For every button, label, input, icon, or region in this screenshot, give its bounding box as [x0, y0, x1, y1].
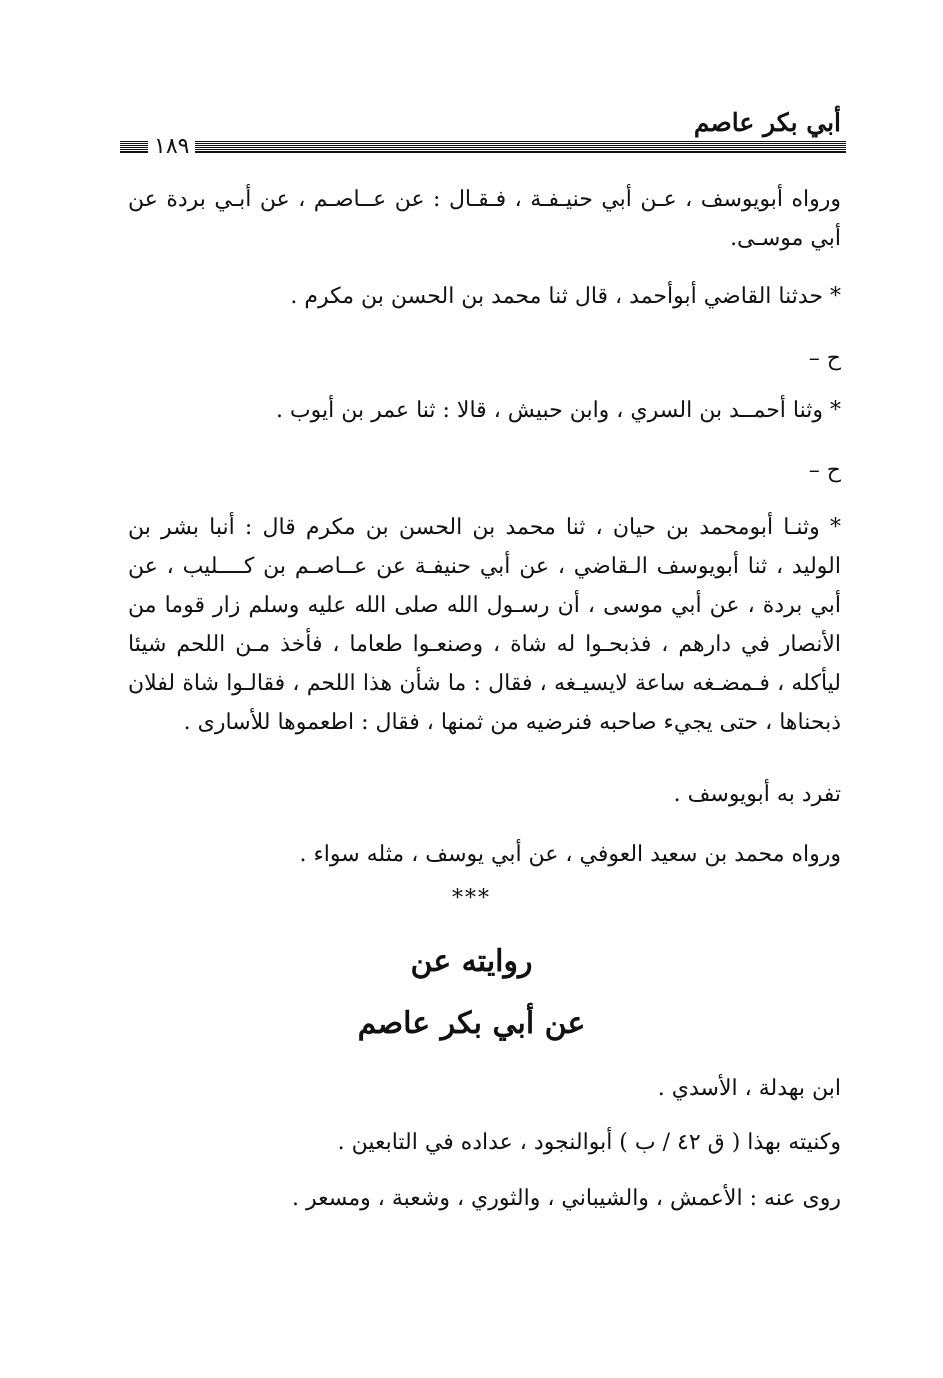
paragraph-2: * حدثنا القاضي أبوأحمد ، قال ثنا محمد بن الحسن بن مكرم .: [290, 284, 841, 309]
paragraph-5: تفرد به أبويوسف .: [673, 782, 841, 807]
section-heading-2: عن أبي بكر عاصم: [357, 1006, 586, 1041]
header-rule: [120, 134, 846, 159]
hadith-marker-1: ح –: [808, 346, 841, 371]
rule-right: [195, 141, 846, 153]
paragraph-8: وكنيته بهذا ( ق ٤٢ / ب ) أبوالنجود ، عداده في التابعين .: [337, 1130, 841, 1155]
running-title: أبي بكر عاصم: [693, 108, 841, 137]
rule-left: [120, 141, 148, 153]
paragraph-1: ورواه أبويوسف ، عـن أبي حنيـفـة ، فـقـال : عن عــاصـم ، عن أبـي بردة عن أبي موسـى.: [128, 187, 841, 251]
paragraph-4: * وثنـا أبومحمد بن حيان ، ثنا محمد بن الحسن بن مكرم قال : أنبا بشر بن الوليد ، ثنا أبويوسف الـقاضي ، عن أبي حنيفـة عن عــاصـم بن كــــليب ، عن أبي بردة ، عن أبي موسى ، أن رسـول الله صلى الله عليه وسلم زار قوما من الأنصار في دارهم ، فذبحـوا له شاة ، وصنعـوا طعاما ، فأخذ مـن اللحم شيئا ليأكله ، فـمضـغه ساعة لايسيـغه ، فقال : ما شأن هذا اللحم ، فقالـوا شاة لفلان ذبحناها ، حتى يجيء صاحبه فنرضيه من ثمنها ، فقال : اطعموها للأسارى .: [128, 515, 841, 735]
paragraph-6: ورواه محمد بن سعيد العوفي ، عن أبي يوسف ، مثله سواء .: [299, 842, 841, 867]
paragraph-7: ابن بهدلة ، الأسدي .: [657, 1076, 841, 1101]
hadith-marker-2: ح –: [808, 458, 841, 483]
paragraph-9: روى عنه : الأعمش ، والشيباني ، والثوري ، وشعبة ، ومسعر .: [292, 1186, 841, 1211]
paragraph-3: * وثنا أحمــد بن السري ، وابن حبيش ، قالا : ثنا عمر بن أيوب .: [275, 398, 841, 423]
section-heading-1: روايته عن: [410, 944, 533, 979]
page-number: ١٨٩: [154, 134, 190, 159]
section-separator: ***: [452, 886, 491, 911]
